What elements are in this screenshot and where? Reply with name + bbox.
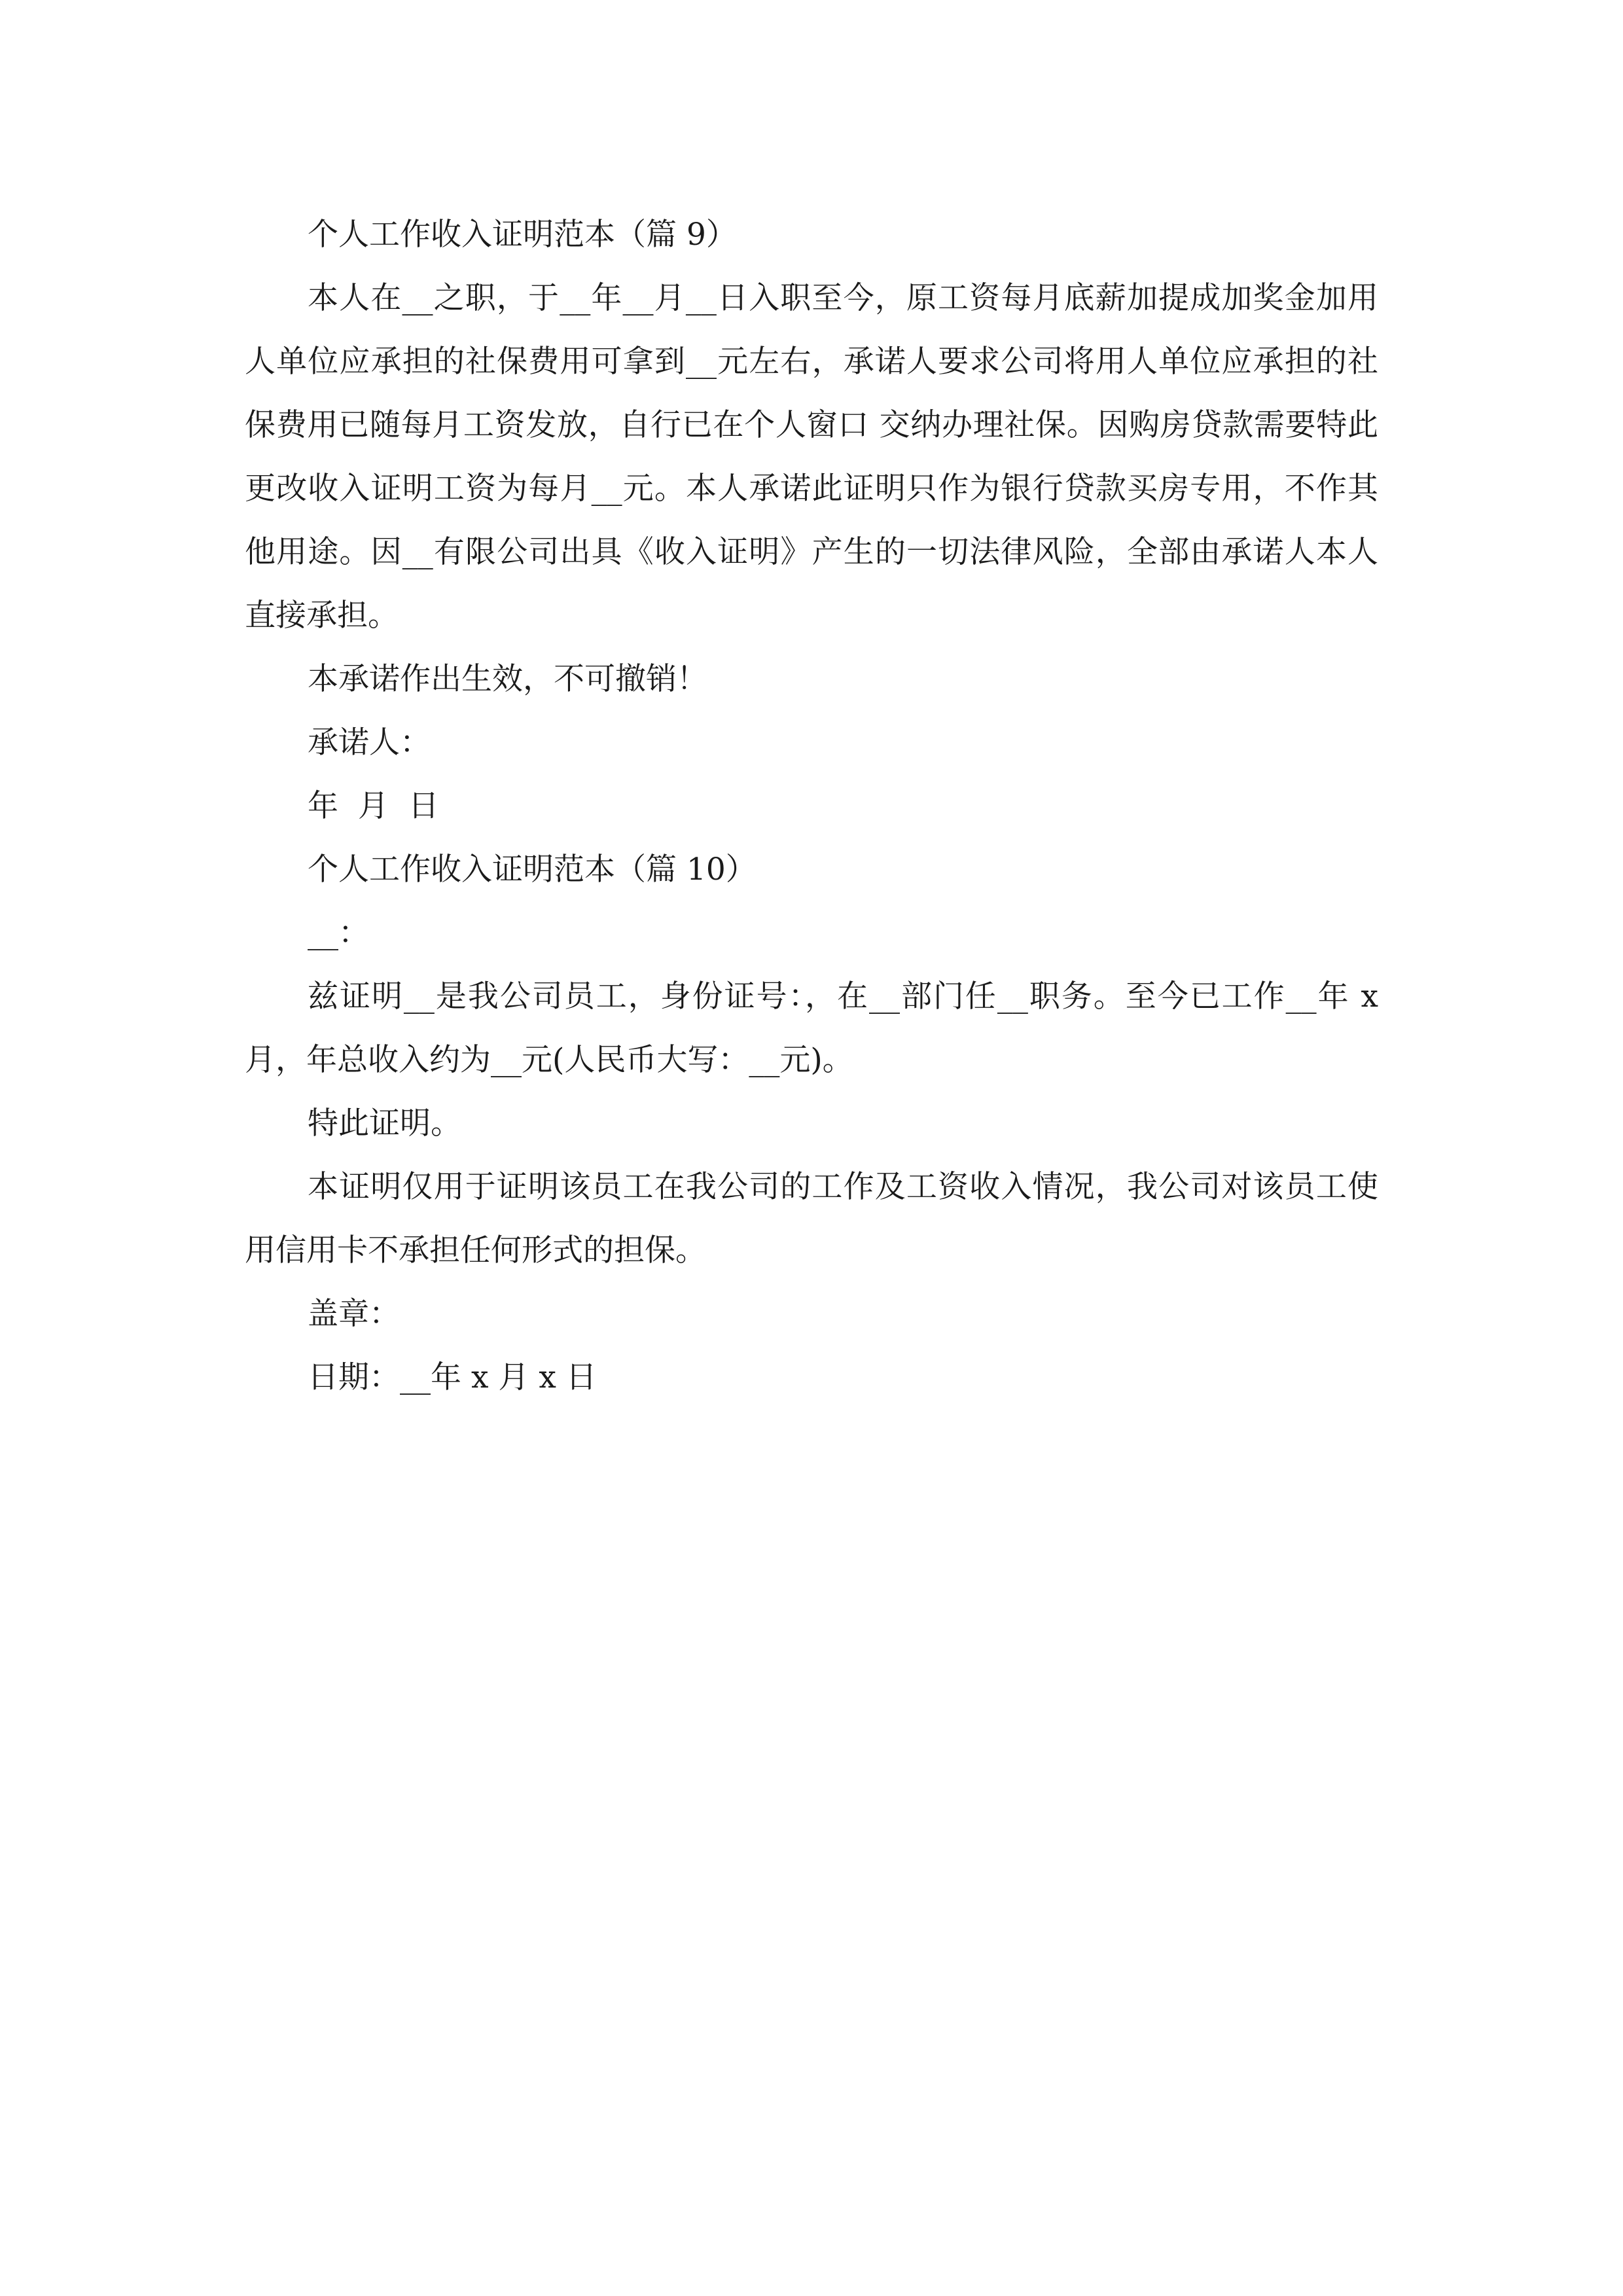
- section9-date-line: 年 月 日: [308, 788, 439, 824]
- section10-closing: 特此证明。: [308, 1105, 461, 1141]
- section10-seal-label: 盖章：: [308, 1296, 400, 1332]
- section9-body: 本人在__之职，于__年__月__日入职至今，原工资每月底薪加提成加奖金加用人单位应承担的社保费用可拿到__元左右，承诺人要求公司将用人单位应承担的社保费用已随每月工资发放，自行已在个人窗口 交纳办理社保。因购房贷款需要特此更改收入证明工资为每月__元。本人承诺此证明只作为银行贷款买房专用，不作其他用途。因__有限公司出具《收入证明》产生的一切法律风险，全部由承诺人本人直接承担。: [245, 280, 1378, 634]
- section10-date-line: 日期：__年 x 月 x 日: [308, 1359, 597, 1395]
- section10-addressee: __：: [308, 915, 369, 951]
- section9-effective: 本承诺作出生效，不可撤销！: [308, 661, 707, 697]
- section9-signer-label: 承诺人：: [308, 725, 431, 761]
- document-content: [245, 203, 1378, 1409]
- section9-title: 个人工作收入证明范本（篇 9）: [308, 217, 737, 253]
- section10-note: 本证明仅用于证明该员工在我公司的工作及工资收入情况，我公司对该员工使用信用卡不承担任何形式的担保。: [245, 1169, 1378, 1268]
- section10-title: 个人工作收入证明范本（篇 10）: [308, 852, 757, 888]
- section10-body: 兹证明__是我公司员工，身份证号：，在__部门任__职务。至今已工作__年 x 月，年总收入约为__元(人民币大写：__元)。: [245, 978, 1378, 1078]
